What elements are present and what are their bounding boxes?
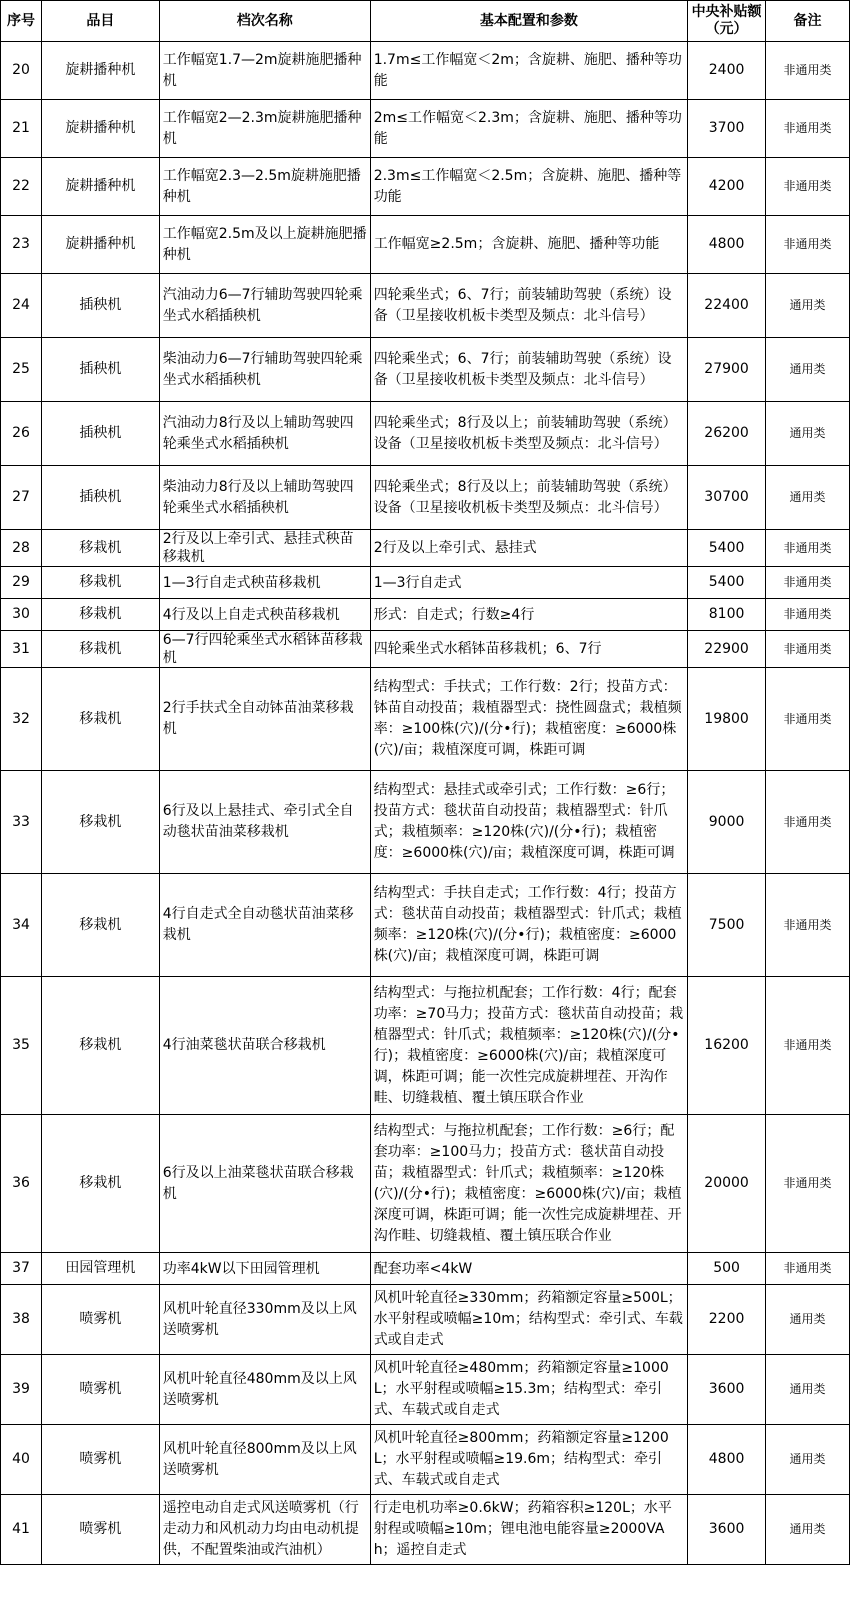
cell-note: 非通用类: [765, 1115, 849, 1253]
cell-grade: 柴油动力8行及以上辅助驾驶四轮乘坐式水稻插秧机: [159, 466, 370, 530]
cell-item: 旋耕播种机: [41, 158, 159, 216]
header-config: 基本配置和参数: [370, 1, 687, 42]
cell-seq: 30: [1, 599, 42, 631]
cell-item: 移栽机: [41, 599, 159, 631]
cell-config: 形式：自走式；行数≥4行: [370, 599, 687, 631]
cell-item: 移栽机: [41, 668, 159, 771]
cell-item: 喷雾机: [41, 1495, 159, 1565]
cell-item: 旋耕播种机: [41, 42, 159, 100]
table-row: [1, 874, 850, 977]
cell-note: 非通用类: [765, 42, 849, 100]
cell-config: 结构型式：与拖拉机配套；工作行数：≥6行；配套功率：≥100马力；投苗方式：毯状苗自动投苗；栽植器型式：针爪式；栽植频率：≥120株(穴)/(分•行)；栽植密度：≥6000株(穴)/亩；栽植深度可调，株距可调；能一次性完成旋耕埋茬、开沟作畦、切缝栽植、覆土镇压联合作业: [370, 1115, 687, 1253]
cell-seq: 33: [1, 771, 42, 874]
cell-note: 通用类: [765, 1495, 849, 1565]
cell-item: 插秧机: [41, 274, 159, 338]
cell-item: 插秧机: [41, 402, 159, 466]
cell-note: 非通用类: [765, 530, 849, 567]
table-row: [1, 771, 850, 874]
cell-subsidy: 4200: [688, 158, 766, 216]
cell-subsidy: 9000: [688, 771, 766, 874]
cell-item: 旋耕播种机: [41, 216, 159, 274]
cell-item: 移栽机: [41, 567, 159, 599]
cell-subsidy: 3600: [688, 1355, 766, 1425]
cell-config: 风机叶轮直径≥800mm；药箱额定容量≥1200L；水平射程或喷幅≥19.6m；结构型式：牵引式、车载式或自走式: [370, 1425, 687, 1495]
table-row: [1, 1285, 850, 1355]
table-body: [1, 42, 850, 1565]
cell-subsidy: 5400: [688, 530, 766, 567]
cell-config: 1.7m≤工作幅宽＜2m；含旋耕、施肥、播种等功能: [370, 42, 687, 100]
cell-note: 通用类: [765, 1285, 849, 1355]
cell-note: 通用类: [765, 338, 849, 402]
cell-subsidy: 22900: [688, 631, 766, 668]
cell-grade: 柴油动力6—7行辅助驾驶四轮乘坐式水稻插秧机: [159, 338, 370, 402]
cell-grade: 1—3行自走式秧苗移栽机: [159, 567, 370, 599]
cell-config: 风机叶轮直径≥480mm；药箱额定容量≥1000L；水平射程或喷幅≥15.3m；结构型式：牵引式、车载式或自走式: [370, 1355, 687, 1425]
cell-note: 非通用类: [765, 874, 849, 977]
cell-item: 插秧机: [41, 466, 159, 530]
cell-config: 四轮乘坐式；8行及以上；前装辅助驾驶（系统）设备（卫星接收机板卡类型及频点：北斗信号）: [370, 466, 687, 530]
cell-item: 移栽机: [41, 1115, 159, 1253]
cell-grade: 4行自走式全自动毯状苗油菜移栽机: [159, 874, 370, 977]
cell-subsidy: 8100: [688, 599, 766, 631]
cell-seq: 28: [1, 530, 42, 567]
cell-seq: 22: [1, 158, 42, 216]
cell-config: 四轮乘坐式；6、7行；前装辅助驾驶（系统）设备（卫星接收机板卡类型及频点：北斗信号）: [370, 274, 687, 338]
cell-config: 工作幅宽≥2.5m；含旋耕、施肥、播种等功能: [370, 216, 687, 274]
cell-config: 风机叶轮直径≥330mm；药箱额定容量≥500L；水平射程或喷幅≥10m；结构型式：牵引式、车载式或自走式: [370, 1285, 687, 1355]
cell-subsidy: 4800: [688, 1425, 766, 1495]
cell-config: 行走电机功率≥0.6kW；药箱容积≥120L；水平射程或喷幅≥10m；锂电池电能容量≥2000VAh；遥控自走式: [370, 1495, 687, 1565]
table-row: [1, 631, 850, 668]
cell-subsidy: 2400: [688, 42, 766, 100]
cell-seq: 27: [1, 466, 42, 530]
cell-item: 移栽机: [41, 530, 159, 567]
cell-grade: 4行及以上自走式秧苗移栽机: [159, 599, 370, 631]
cell-config: 2.3m≤工作幅宽＜2.5m；含旋耕、施肥、播种等功能: [370, 158, 687, 216]
cell-config: 四轮乘坐式；8行及以上；前装辅助驾驶（系统）设备（卫星接收机板卡类型及频点：北斗信号）: [370, 402, 687, 466]
cell-config: 配套功率<4kW: [370, 1253, 687, 1285]
cell-subsidy: 27900: [688, 338, 766, 402]
cell-subsidy: 22400: [688, 274, 766, 338]
cell-config: 2行及以上牵引式、悬挂式: [370, 530, 687, 567]
cell-seq: 24: [1, 274, 42, 338]
table-row: [1, 1495, 850, 1565]
cell-grade: 汽油动力8行及以上辅助驾驶四轮乘坐式水稻插秧机: [159, 402, 370, 466]
cell-note: 通用类: [765, 466, 849, 530]
table-row: [1, 158, 850, 216]
cell-subsidy: 20000: [688, 1115, 766, 1253]
cell-subsidy: 3600: [688, 1495, 766, 1565]
cell-note: 非通用类: [765, 771, 849, 874]
table-row: [1, 530, 850, 567]
cell-note: 非通用类: [765, 216, 849, 274]
cell-grade: 汽油动力6—7行辅助驾驶四轮乘坐式水稻插秧机: [159, 274, 370, 338]
cell-note: 通用类: [765, 1425, 849, 1495]
table-row: [1, 1355, 850, 1425]
cell-item: 田园管理机: [41, 1253, 159, 1285]
header-subsidy: 中央补贴额（元）: [688, 1, 766, 42]
cell-grade: 6—7行四轮乘坐式水稻钵苗移栽机: [159, 631, 370, 668]
header-note: 备注: [765, 1, 849, 42]
cell-config: 结构型式：手扶自走式；工作行数：4行；投苗方式：毯状苗自动投苗；栽植器型式：针爪式；栽植频率：≥120株(穴)/(分•行)；栽植密度：≥6000株(穴)/亩；栽植深度可调，株距可调: [370, 874, 687, 977]
cell-grade: 风机叶轮直径800mm及以上风送喷雾机: [159, 1425, 370, 1495]
cell-subsidy: 3700: [688, 100, 766, 158]
cell-note: 非通用类: [765, 567, 849, 599]
cell-seq: 37: [1, 1253, 42, 1285]
cell-note: 非通用类: [765, 631, 849, 668]
cell-note: 非通用类: [765, 100, 849, 158]
table-row: [1, 599, 850, 631]
cell-subsidy: 7500: [688, 874, 766, 977]
cell-note: 非通用类: [765, 1253, 849, 1285]
table-row: [1, 668, 850, 771]
cell-seq: 36: [1, 1115, 42, 1253]
cell-seq: 31: [1, 631, 42, 668]
cell-seq: 21: [1, 100, 42, 158]
cell-subsidy: 19800: [688, 668, 766, 771]
cell-subsidy: 5400: [688, 567, 766, 599]
cell-grade: 工作幅宽2.5m及以上旋耕施肥播种机: [159, 216, 370, 274]
cell-note: 通用类: [765, 1355, 849, 1425]
cell-grade: 4行油菜毯状苗联合移栽机: [159, 977, 370, 1115]
table-row: [1, 216, 850, 274]
cell-subsidy: 2200: [688, 1285, 766, 1355]
cell-seq: 25: [1, 338, 42, 402]
cell-grade: 6行及以上油菜毯状苗联合移栽机: [159, 1115, 370, 1253]
cell-grade: 风机叶轮直径330mm及以上风送喷雾机: [159, 1285, 370, 1355]
cell-note: 非通用类: [765, 977, 849, 1115]
cell-grade: 风机叶轮直径480mm及以上风送喷雾机: [159, 1355, 370, 1425]
cell-item: 移栽机: [41, 771, 159, 874]
cell-config: 结构型式：手扶式；工作行数：2行；投苗方式：钵苗自动投苗；栽植器型式：挠性圆盘式；栽植频率：≥100株(穴)/(分•行)；栽植密度：≥6000株(穴)/亩；栽植深度可调，株距可调: [370, 668, 687, 771]
cell-note: 通用类: [765, 402, 849, 466]
table-row: [1, 274, 850, 338]
cell-item: 插秧机: [41, 338, 159, 402]
cell-grade: 遥控电动自走式风送喷雾机（行走动力和风机动力均由电动机提供，不配置柴油或汽油机）: [159, 1495, 370, 1565]
cell-grade: 工作幅宽1.7—2m旋耕施肥播种机: [159, 42, 370, 100]
cell-note: 非通用类: [765, 668, 849, 771]
cell-config: 2m≤工作幅宽＜2.3m；含旋耕、施肥、播种等功能: [370, 100, 687, 158]
table-row: [1, 567, 850, 599]
cell-grade: 工作幅宽2.3—2.5m旋耕施肥播种机: [159, 158, 370, 216]
cell-seq: 32: [1, 668, 42, 771]
cell-item: 喷雾机: [41, 1355, 159, 1425]
header-seq: 序号: [1, 1, 42, 42]
cell-seq: 39: [1, 1355, 42, 1425]
cell-seq: 29: [1, 567, 42, 599]
cell-seq: 38: [1, 1285, 42, 1355]
table-row: [1, 338, 850, 402]
table-row: [1, 100, 850, 158]
cell-item: 喷雾机: [41, 1285, 159, 1355]
cell-note: 通用类: [765, 274, 849, 338]
cell-grade: 2行及以上牵引式、悬挂式秧苗移栽机: [159, 530, 370, 567]
cell-seq: 34: [1, 874, 42, 977]
cell-item: 移栽机: [41, 977, 159, 1115]
cell-grade: 2行手扶式全自动钵苗油菜移栽机: [159, 668, 370, 771]
cell-seq: 40: [1, 1425, 42, 1495]
table-row: [1, 466, 850, 530]
table-row: [1, 42, 850, 100]
cell-grade: 6行及以上悬挂式、牵引式全自动毯状苗油菜移栽机: [159, 771, 370, 874]
table-row: [1, 1425, 850, 1495]
cell-subsidy: 500: [688, 1253, 766, 1285]
cell-grade: 功率4kW以下田园管理机: [159, 1253, 370, 1285]
cell-note: 非通用类: [765, 599, 849, 631]
cell-config: 结构型式：悬挂式或牵引式；工作行数：≥6行；投苗方式：毯状苗自动投苗；栽植器型式：针爪式；栽植频率：≥120株(穴)/(分•行)；栽植密度：≥6000株(穴)/亩；栽植深度可调，株距可调: [370, 771, 687, 874]
cell-seq: 26: [1, 402, 42, 466]
cell-item: 移栽机: [41, 631, 159, 668]
cell-item: 喷雾机: [41, 1425, 159, 1495]
table-row: [1, 1253, 850, 1285]
cell-item: 移栽机: [41, 874, 159, 977]
cell-seq: 20: [1, 42, 42, 100]
cell-subsidy: 30700: [688, 466, 766, 530]
cell-seq: 35: [1, 977, 42, 1115]
table-row: [1, 1115, 850, 1253]
cell-config: 1—3行自走式: [370, 567, 687, 599]
cell-item: 旋耕播种机: [41, 100, 159, 158]
table-row: [1, 402, 850, 466]
table-row: [1, 977, 850, 1115]
cell-subsidy: 4800: [688, 216, 766, 274]
header-row: [1, 1, 850, 42]
cell-config: 结构型式：与拖拉机配套；工作行数：4行；配套功率：≥70马力；投苗方式：毯状苗自动投苗；栽植器型式：针爪式；栽植频率：≥120株(穴)/(分•行)；栽植密度：≥6000株(穴)/亩；栽植深度可调，株距可调；能一次性完成旋耕埋茬、开沟作畦、切缝栽植、覆土镇压联合作业: [370, 977, 687, 1115]
cell-seq: 23: [1, 216, 42, 274]
header-item: 品目: [41, 1, 159, 42]
cell-config: 四轮乘坐式水稻钵苗移栽机；6、7行: [370, 631, 687, 668]
cell-subsidy: 26200: [688, 402, 766, 466]
cell-grade: 工作幅宽2—2.3m旋耕施肥播种机: [159, 100, 370, 158]
cell-seq: 41: [1, 1495, 42, 1565]
cell-subsidy: 16200: [688, 977, 766, 1115]
cell-config: 四轮乘坐式；6、7行；前装辅助驾驶（系统）设备（卫星接收机板卡类型及频点：北斗信号）: [370, 338, 687, 402]
header-grade: 档次名称: [159, 1, 370, 42]
cell-note: 非通用类: [765, 158, 849, 216]
